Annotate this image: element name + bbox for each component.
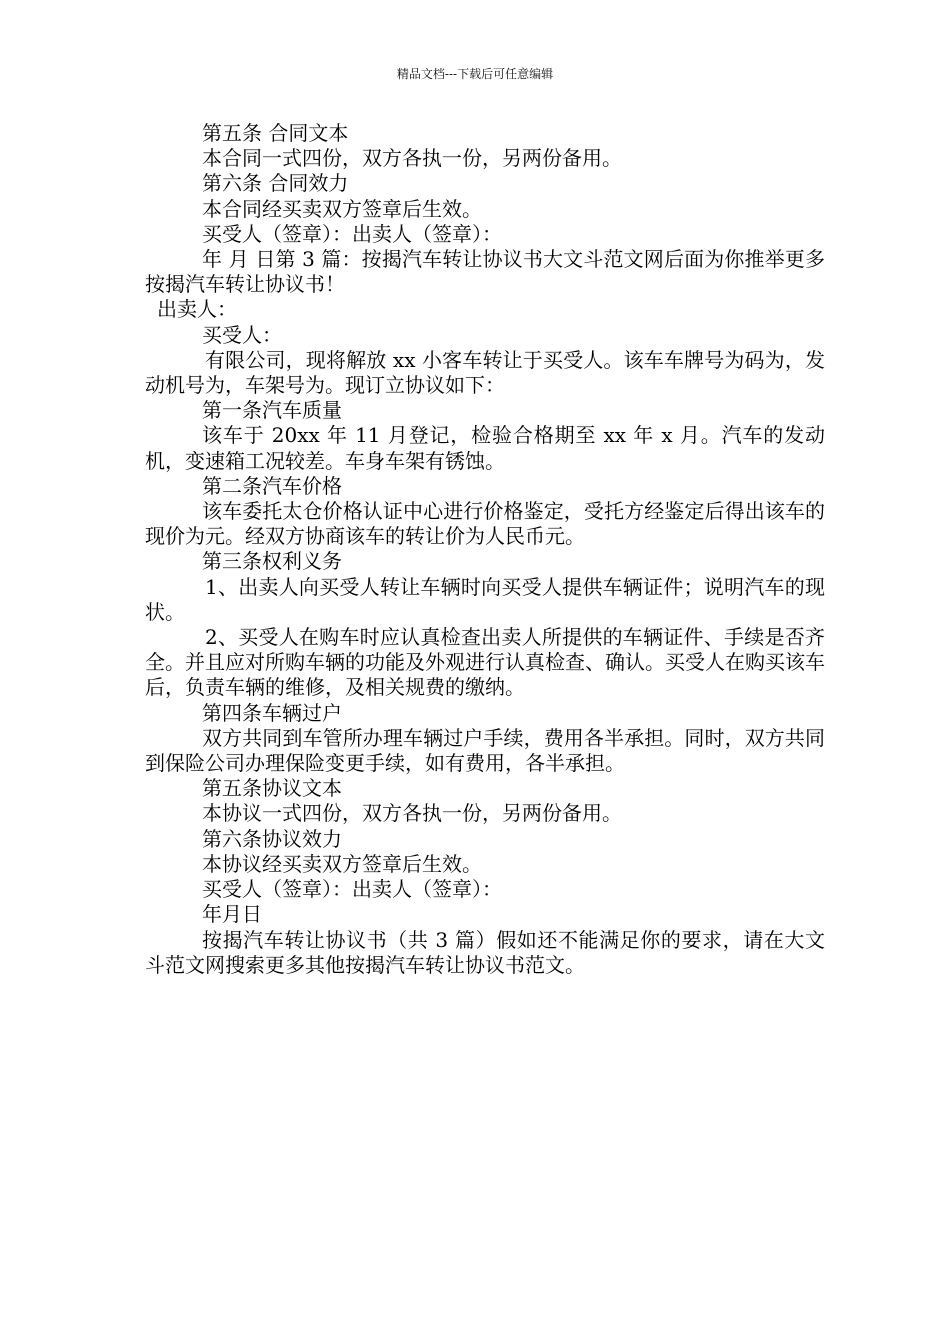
section-heading: 第三条权利义务 (202, 549, 342, 574)
signature-line: 买受人（签章）：出卖人（签章）： (202, 221, 502, 246)
paragraph: 本合同经买卖双方签章后生效。 (202, 196, 482, 221)
section-heading: 第六条 合同效力 (202, 171, 349, 196)
list-item: 2、买受人在购车时应认真检查出卖人所提供的车辆证件、手续是否齐全。并且应对所购车辆的功能及外观进行认真检查、确认。买受人在购买该车后，负责车辆的维修，及相关规费的缴纳。 (145, 625, 825, 700)
paragraph: 本协议一式四份，双方各执一份，另两份备用。 (202, 801, 622, 826)
signature-line: 买受人（签章）：出卖人（签章）： (202, 877, 502, 902)
buyer-label: 买受人： (202, 322, 282, 347)
paragraph: 年 月 日第 3 篇：按揭汽车转让协议书大文斗范文网后面为你推举更多按揭汽车转让协议书！ (145, 247, 825, 297)
paragraph: 本合同一式四份，双方各执一份，另两份备用。 (202, 146, 622, 171)
paragraph: 双方共同到车管所办理车辆过户手续，费用各半承担。同时，双方共同到保险公司办理保险变更手续，如有费用，各半承担。 (145, 725, 825, 776)
seller-label: 出卖人： (157, 297, 237, 322)
paragraph: 有限公司，现将解放 xx 小客车转让于买受人。该车车牌号为码为，发动机号为，车架号为。现订立协议如下： (145, 347, 825, 398)
section-heading: 第四条车辆过户 (202, 700, 342, 725)
page-header: 精品文档---下载后可任意编辑 (396, 67, 554, 81)
document-body (145, 121, 825, 978)
section-heading: 第六条协议效力 (202, 826, 342, 851)
section-heading: 第二条汽车价格 (202, 473, 342, 498)
section-heading: 第五条协议文本 (202, 776, 342, 801)
date-line: 年月日 (202, 902, 262, 927)
paragraph: 该车于 20xx 年 11 月登记，检验合格期至 xx 年 x 月。汽车的发动机，变速箱工况较差。车身车架有锈蚀。 (145, 423, 825, 473)
paragraph: 本协议经买卖双方签章后生效。 (202, 851, 482, 876)
closing-paragraph: 按揭汽车转让协议书（共 3 篇）假如还不能满足你的要求，请在大文斗范文网搜索更多其他按揭汽车转让协议书范文。 (145, 927, 825, 977)
paragraph: 该车委托太仓价格认证中心进行价格鉴定，受托方经鉴定后得出该车的现价为元。经双方协商该车的转让价为人民币元。 (145, 499, 825, 549)
list-item: 1、出卖人向买受人转让车辆时向买受人提供车辆证件；说明汽车的现状。 (145, 574, 825, 624)
section-heading: 第一条汽车质量 (202, 398, 342, 423)
section-heading: 第五条 合同文本 (202, 121, 349, 145)
